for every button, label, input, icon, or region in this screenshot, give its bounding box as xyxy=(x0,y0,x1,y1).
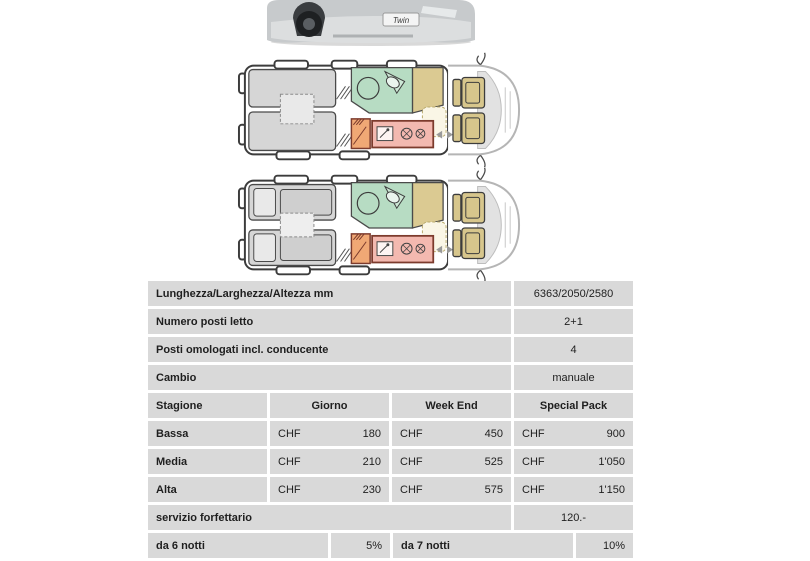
floorplan-variant-1 xyxy=(237,57,523,163)
spec-label-dimensions: Lunghezza/Larghezza/Altezza mm xyxy=(148,281,511,306)
discount-left-label: da 6 notti xyxy=(148,533,328,558)
discount-right-label: da 7 notti xyxy=(393,533,573,558)
floorplan-variant-2 xyxy=(237,172,523,278)
price-cell xyxy=(270,449,389,474)
price-cell xyxy=(392,449,511,474)
service-label: servizio forfettario xyxy=(148,505,511,530)
pricing-header-special: Special Pack xyxy=(514,393,633,418)
price-value: 230 xyxy=(362,483,381,496)
pricing-row-bassa xyxy=(148,421,633,446)
price-value: 1'150 xyxy=(598,483,625,496)
price-value: 210 xyxy=(362,455,381,468)
spec-value-seats: 4 xyxy=(514,337,633,362)
floorplan-2-icon xyxy=(237,172,523,278)
price-cell xyxy=(514,449,633,474)
service-value: 120.- xyxy=(514,505,633,530)
spec-label-gearbox: Cambio xyxy=(148,365,511,390)
table-row xyxy=(148,281,633,306)
price-value: 450 xyxy=(484,427,503,440)
season-label: Bassa xyxy=(148,421,267,446)
currency-label: CHF xyxy=(278,427,301,440)
spec-label-seats: Posti omologati incl. conducente xyxy=(148,337,511,362)
spec-value-gearbox: manuale xyxy=(514,365,633,390)
currency-label: CHF xyxy=(522,455,545,468)
spec-value-dimensions: 6363/2050/2580 xyxy=(514,281,633,306)
discount-left-value: 5% xyxy=(331,533,390,558)
price-cell xyxy=(514,421,633,446)
vehicle-photo xyxy=(263,0,481,46)
price-value: 575 xyxy=(484,483,503,496)
currency-label: CHF xyxy=(400,455,423,468)
price-value: 180 xyxy=(362,427,381,440)
price-value: 900 xyxy=(606,427,625,440)
pricing-header-weekend: Week End xyxy=(392,393,511,418)
spec-label-beds: Numero posti letto xyxy=(148,309,511,334)
season-label: Alta xyxy=(148,477,267,502)
spec-pricing-table xyxy=(148,281,633,561)
pricing-header-row xyxy=(148,393,633,418)
currency-label: CHF xyxy=(522,483,545,496)
license-plate-text: Twin xyxy=(392,16,410,25)
discount-right-value: 10% xyxy=(576,533,633,558)
currency-label: CHF xyxy=(278,483,301,496)
pricing-row-alta xyxy=(148,477,633,502)
floorplan-1-icon xyxy=(237,57,523,163)
currency-label: CHF xyxy=(400,483,423,496)
pricing-header-day: Giorno xyxy=(270,393,389,418)
price-cell xyxy=(270,477,389,502)
spec-value-beds: 2+1 xyxy=(514,309,633,334)
season-label: Media xyxy=(148,449,267,474)
table-row xyxy=(148,365,633,390)
price-value: 1'050 xyxy=(598,455,625,468)
van-front-photo-icon xyxy=(263,0,481,46)
pricing-header-season: Stagione xyxy=(148,393,267,418)
price-cell xyxy=(270,421,389,446)
price-cell xyxy=(392,477,511,502)
price-cell xyxy=(514,477,633,502)
pricing-row-media xyxy=(148,449,633,474)
table-row xyxy=(148,337,633,362)
price-cell xyxy=(392,421,511,446)
currency-label: CHF xyxy=(522,427,545,440)
currency-label: CHF xyxy=(400,427,423,440)
price-value: 525 xyxy=(484,455,503,468)
service-row xyxy=(148,505,633,530)
currency-label: CHF xyxy=(278,455,301,468)
table-row xyxy=(148,309,633,334)
discount-row xyxy=(148,533,633,558)
